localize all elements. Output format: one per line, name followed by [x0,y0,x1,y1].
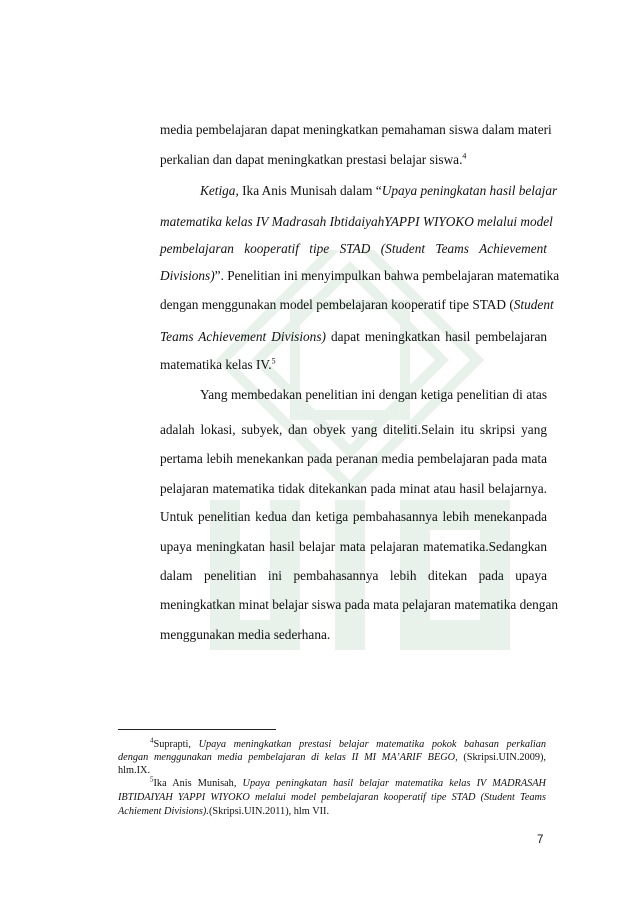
body-line [160,151,547,168]
italic-text: Teams Achievement Divisions) [160,329,326,344]
text-run: media pembelajaran dapat meningkatkan pemahaman siswa dalam materi [160,122,552,137]
footnote-line [118,751,546,764]
text-run: perkalian dan dapat meningkatkan prestasi belajar siswa. [160,152,463,167]
text-run: meningkatkan minat belajar siswa pada mata pelajaran matematika dengan [160,597,559,612]
body-line [160,296,554,313]
text-run: dapat meningkatkan hasil pembelajaran [325,329,547,344]
body-line [160,450,547,467]
italic-text: Upaya peningkatan hasil belajar [381,183,558,198]
body-line [160,356,547,373]
text-run: Ika Anis Munisah, [153,778,243,789]
text-run: menggunakan media sederhana. [160,627,331,642]
italic-text: Upaya meningkatkan prestasi belajar matematika pokok bahasan perkalian [198,739,546,750]
footnote-reference: 5 [271,356,276,366]
footnote-line [118,764,546,777]
text-run: pelajaran matematika tidak ditekankan pada minat atau hasil belajarnya. [160,481,547,496]
text-run: (Skripsi.UIN.2011), hlm VII. [208,806,330,817]
text-run: Untuk penelitian kedua dan ketiga pembahasannya lebih menekanpada [160,509,547,524]
italic-text: dengan menggunakan media pembelajaran di kelas II MI MA’ARIF BEGO, [118,752,458,763]
body-line [160,421,547,438]
body-line [160,121,552,138]
italic-text: Divisions) [160,268,215,283]
text-run: , Ika Anis Munisah dalam “ [235,183,382,198]
body-line [200,182,558,199]
body-line [160,567,547,584]
text-run: Yang membedakan penelitian ini dengan ketiga penelitian di atas [200,387,547,402]
footnote-marker: 4 [150,736,154,745]
body-line [160,240,547,257]
text-run: hlm.IX. [118,765,151,776]
text-run: (Skripsi.UIN.2009), [457,752,547,763]
footnote-line [150,738,546,751]
body-line [160,596,559,613]
body-line [160,626,547,643]
text-run: upaya meningkatan hasil belajar mata pelajaran matematika.Sedangkan [160,539,547,554]
italic-text: Student [513,297,554,312]
footnote-marker: 5 [150,775,154,784]
italic-text: IBTIDAIYAH YAPPI WIYOKO melalui model pembelajaran kooperatif tipe STAD (Student Teams [118,792,546,803]
text-run: dengan menggunakan model pembelajaran kooperatif tipe STAD ( [160,297,514,312]
italic-text: Achiement Divisions). [118,806,209,817]
body-line [160,213,553,230]
text-run: pertama lebih menekankan pada peranan media pembelajaran pada mata [160,451,547,466]
italic-text: Ketiga [200,183,236,198]
italic-text: Upaya peningkatan hasil belajar matematika kelas IV MADRASAH [242,778,546,789]
footnote-line [118,805,546,818]
page-number: 7 [537,834,544,846]
footnote-line [150,777,546,790]
body-line [160,480,547,497]
italic-text: matematika kelas IV Madrasah IbtidaiyahYAPPI WIYOKO melalui model [160,214,553,229]
text-run: ”. Penelitian ini menyimpulkan bahwa pembelajaran matematika [214,268,560,283]
body-line [160,538,547,555]
text-run: dalam penelitian ini pembahasannya lebih ditekan pada upaya [160,568,547,583]
text-run: adalah lokasi, subyek, dan obyek yang diteliti.Selain itu skripsi yang [160,422,547,437]
body-line [160,267,560,284]
body-line [200,386,547,403]
footnote-rule [118,729,276,730]
body-line [160,328,547,345]
text-run: matematika kelas IV. [160,357,272,372]
body-line [160,508,547,525]
italic-text: pembelajaran kooperatif tipe STAD (Student Teams Achievement [160,241,547,256]
footnote-reference: 4 [462,151,467,161]
footnote-line [118,791,546,804]
text-run: Suprapti, [153,739,199,750]
